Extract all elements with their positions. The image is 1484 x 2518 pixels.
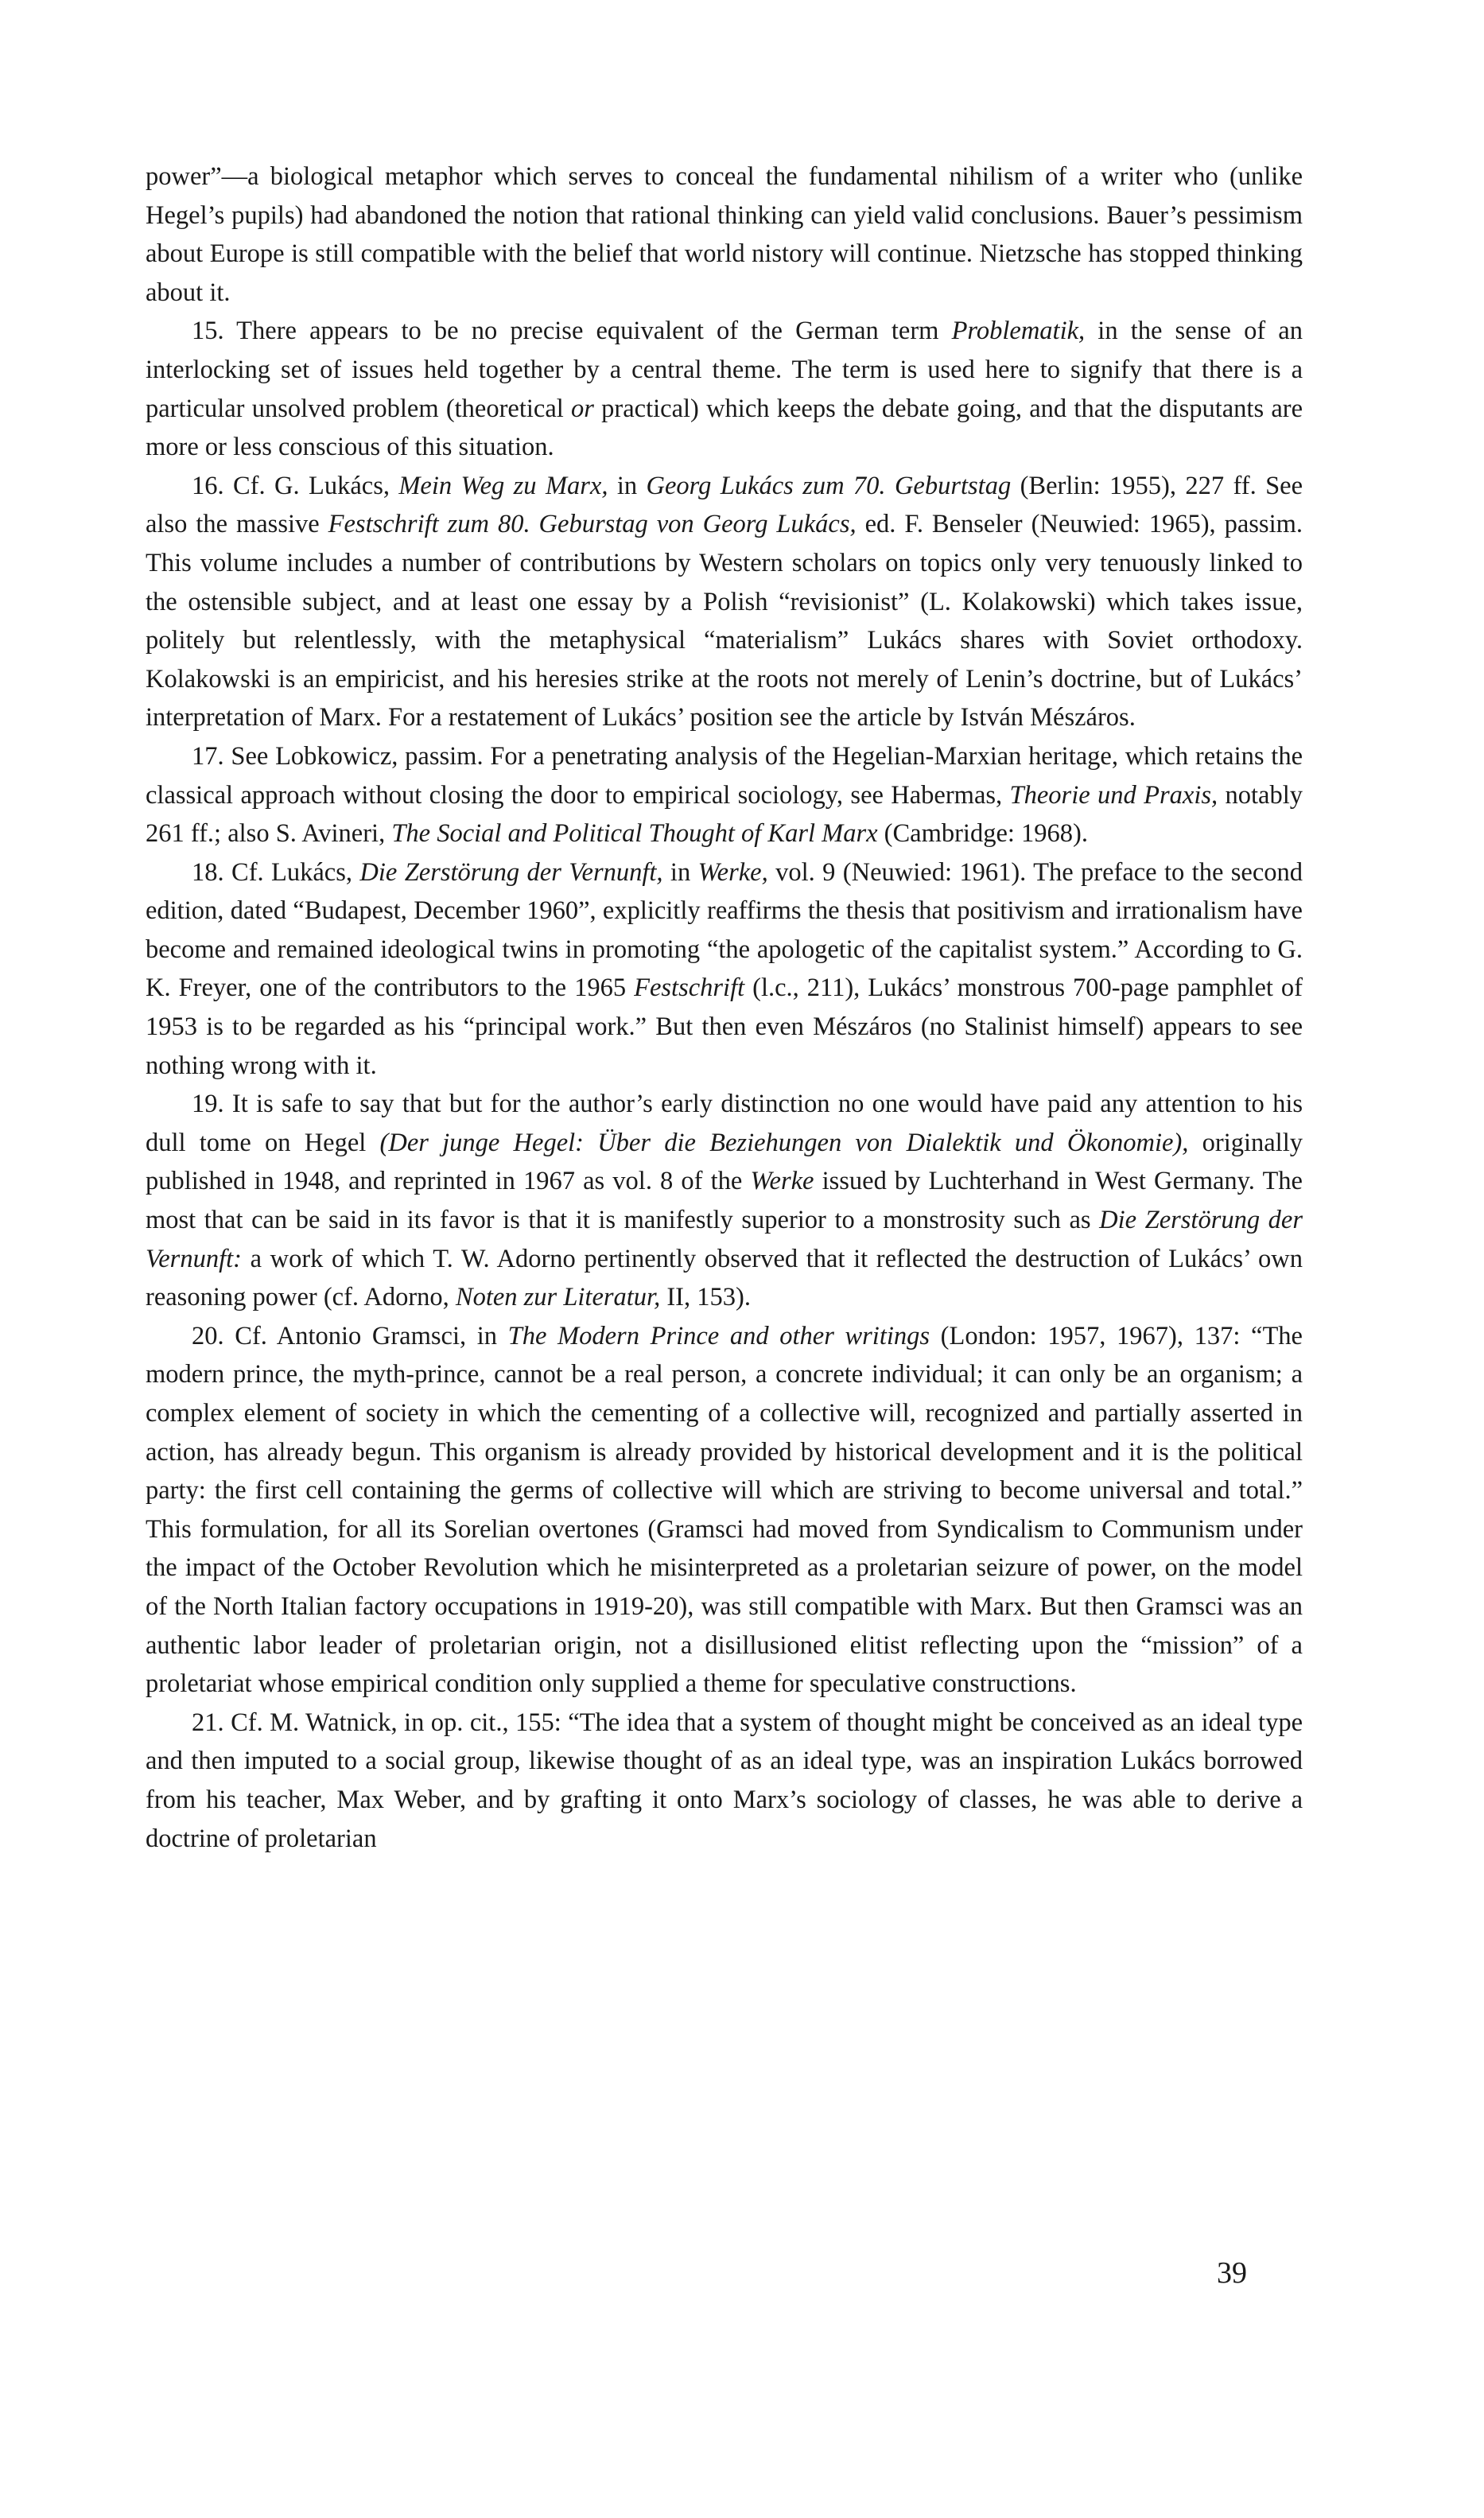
text-segment: 20. Cf. Antonio Gramsci, in bbox=[192, 1321, 508, 1350]
text-segment: 18. Cf. Lukács, bbox=[192, 857, 360, 887]
italic-title-text: Festschrift zum 80. Geburstag von Georg Lukács, bbox=[328, 510, 857, 539]
text-segment: 17. See Lobkowicz, passim. For a penetrating analysis of the Hegelian-Marxian heritage, which retains the classical approach without closing the door to empirical sociology, see Habermas, bbox=[146, 741, 1303, 810]
text-segment: in the sense of an interlocking set of issues held together by a central theme. The term is used here to signify that there is a particular unsolved problem (theoretical bbox=[146, 317, 1303, 423]
italic-title-text: Werke bbox=[750, 1167, 814, 1196]
continued-paragraph bbox=[146, 157, 1303, 312]
page-body bbox=[146, 157, 1303, 1858]
text-segment: (Cambridge: 1968). bbox=[877, 819, 1088, 849]
text-segment: power”—a biological metaphor which serves to conceal the fundamental nihilism of a writer who (unlike Hegel’s pupils) had abandoned the notion that rational thinking can yield valid conclusions. Bauer’s pessimism about Europe is still compatible with the belief that world nistory will continue. Nietzsche has stopped thinking about it. bbox=[146, 162, 1303, 307]
italic-title-text: or bbox=[571, 394, 594, 423]
text-segment: originally published in 1948, and reprinted in 1967 as vol. 8 of the bbox=[146, 1128, 1303, 1196]
text-segment: practical) which keeps the debate going, and that the disputants are more or less conscious of this situation. bbox=[146, 394, 1303, 462]
italic-title-text: The Social and Political Thought of Karl Marx bbox=[391, 819, 878, 849]
italic-title-text: Theorie und Praxis, bbox=[1009, 780, 1218, 810]
italic-title-text: Mein Weg zu Marx, bbox=[398, 471, 608, 500]
italic-title-text: Festschrift bbox=[634, 973, 745, 1003]
text-segment: 21. Cf. M. Watnick, in op. cit., 155: “The idea that a system of thought might be conceived as an ideal type and then imputed to a social group, likewise thought of as an ideal type, was an inspiration Lukács borrowed from his teacher, Max Weber, and by grafting it onto Marx’s sociology of classes, he was able to derive a doctrine of proletarian bbox=[146, 1708, 1303, 1853]
footnote-paragraph bbox=[146, 1317, 1303, 1704]
text-segment: 19. It is safe to say that but for the author’s early distinction no one would have paid any attention to his dull tome on Hegel bbox=[146, 1090, 1303, 1157]
italic-title-text: Noten zur Literatur, bbox=[455, 1283, 661, 1312]
text-segment: issued by Luchterhand in West Germany. The most that can be said in its favor is that it is manifestly superior to a monstrosity such as bbox=[146, 1167, 1303, 1235]
footnote-paragraph bbox=[146, 737, 1303, 853]
text-segment: ed. F. Benseler (Neuwied: 1965), passim. This volume includes a number of contributions by Western scholars on topics only very tenuously linked to the ostensible subject, and at least one essay by a Polish “revisionist” (L. Kolakowski) which takes issue, politely but relentlessly, with the metaphysical “materialism” Lukács shares with Soviet orthodoxy. Kolakowski is an empiricist, and his heresies strike at the roots not merely of Lenin’s doctrine, but of Lukács’ interpretation of Marx. For a restatement of Lukács’ position see the article by István Mészáros. bbox=[146, 510, 1303, 732]
footnote-paragraph bbox=[146, 467, 1303, 737]
text-segment: 16. Cf. G. Lukács, bbox=[192, 471, 399, 500]
italic-title-text: Die Zerstörung der Vernunft, bbox=[359, 857, 663, 887]
text-segment: (London: 1957, 1967), 137: “The modern prince, the myth-prince, cannot be a real person, a concrete individual; it can only be an organism; a complex element of society in which the cementing of a collective will, recognized and partially asserted in action, has already begun. This organism is already provided by historical development and it is the political party: the first cell containing the germs of collective will which are striving to become universal and total.” This formulation, for all its Sorelian overtones (Gramsci had moved from Syndicalism to Communism under the impact of the October Revolution which he misinterpreted as a proletarian seizure of power, on the model of the North Italian factory occupations in 1919-20), was still compatible with Marx. But then Gramsci was an authentic labor leader of proletarian origin, not a disillusioned elitist reflecting upon the “mission” of a proletariat whose empirical condition only supplied a theme for speculative constructions. bbox=[146, 1321, 1303, 1699]
text-segment: notably 261 ff.; also S. Avineri, bbox=[146, 780, 1303, 849]
text-segment: 15. There appears to be no precise equivalent of the German term bbox=[192, 317, 952, 346]
text-segment: in bbox=[608, 471, 647, 500]
page-number: 39 bbox=[1217, 2256, 1247, 2290]
text-segment: (l.c., 211), Lukács’ monstrous 700-page pamphlet of 1953 is to be regarded as his “principal work.” But then even Mészáros (no Stalinist himself) appears to see nothing wrong with it. bbox=[146, 973, 1303, 1080]
italic-title-text: (Der junge Hegel: Über die Beziehungen von Dialektik und Ökonomie), bbox=[379, 1128, 1189, 1157]
footnote-paragraph bbox=[146, 853, 1303, 1086]
text-segment: II, 153). bbox=[660, 1283, 751, 1312]
italic-title-text: Die Zerstörung der Vernunft: bbox=[146, 1206, 1303, 1273]
footnote-paragraph bbox=[146, 312, 1303, 466]
footnote-paragraph bbox=[146, 1704, 1303, 1858]
italic-title-text: The Modern Prince and other writings bbox=[507, 1321, 930, 1350]
text-segment: a work of which T. W. Adorno pertinently observed that it reflected the destruction of Lukács’ own reasoning power (cf. Adorno, bbox=[146, 1244, 1303, 1312]
text-segment: vol. 9 (Neuwied: 1961). The preface to the second edition, dated “Budapest, December 1960”, explicitly reaffirms the thesis that positivism and irrationalism have become and remained ideological twins in promoting “the apologetic of the capitalist system.” According to G. K. Freyer, one of the contributors to the 1965 bbox=[146, 857, 1303, 1003]
footnote-paragraph bbox=[146, 1085, 1303, 1317]
italic-title-text: Georg Lukács zum 70. Geburtstag bbox=[646, 471, 1012, 500]
italic-title-text: Problematik, bbox=[951, 317, 1086, 346]
text-segment: in bbox=[662, 857, 698, 887]
text-segment: (Berlin: 1955), 227 ff. See also the massive bbox=[146, 471, 1303, 539]
italic-title-text: Werke, bbox=[697, 857, 768, 887]
